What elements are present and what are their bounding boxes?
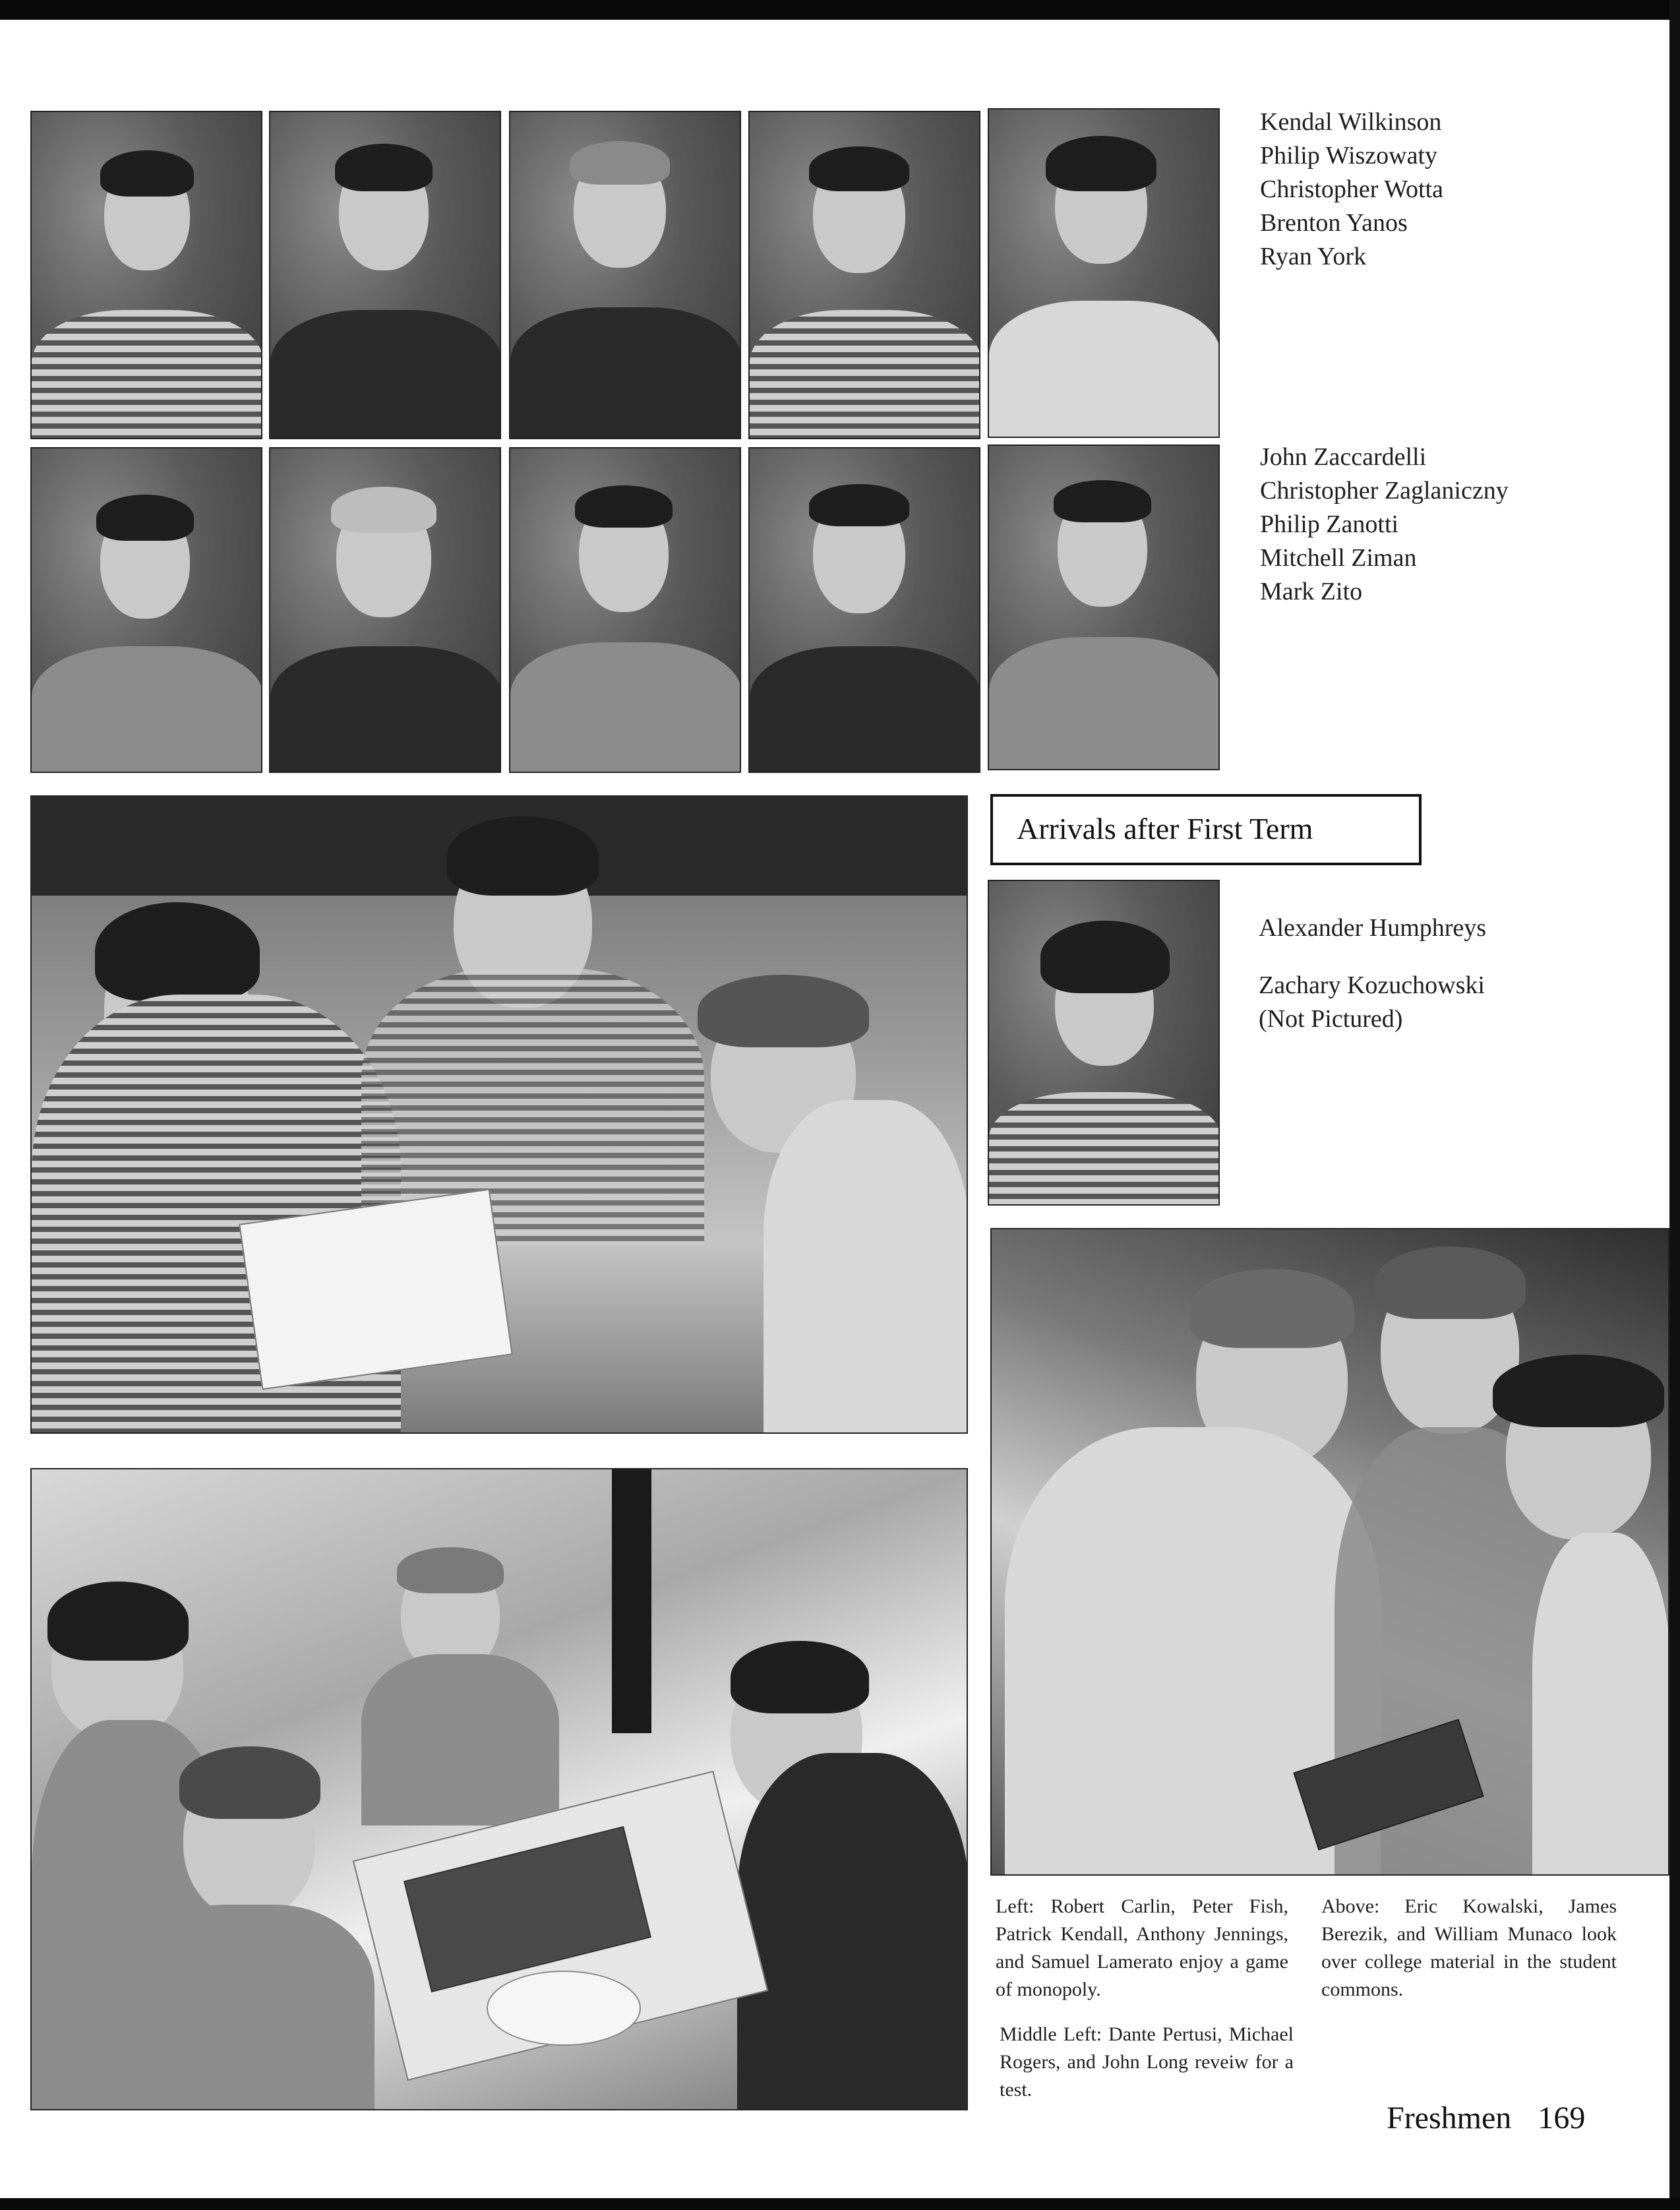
student-name: John Zaccardelli [1260, 443, 1427, 471]
portrait-row2-1 [30, 447, 262, 773]
student-name: Brenton Yanos [1260, 209, 1408, 237]
student-name: Mark Zito [1260, 578, 1363, 605]
student-name: Christopher Zaglaniczny [1260, 477, 1509, 505]
student-name: Ryan York [1260, 243, 1367, 270]
student-name: Mitchell Ziman [1260, 544, 1417, 572]
portrait-row2-3 [509, 447, 741, 773]
section-title: Freshmen [1387, 2101, 1512, 2135]
scan-right-edge [1669, 0, 1680, 2210]
caption-left: Left: Robert Carlin, Peter Fish, Patrick Kendall, Anthony Jennings, and Samuel Lamerato enjoy a game of monopoly. [996, 1895, 1288, 2000]
row2-names-list [1260, 441, 1509, 609]
student-name: Philip Zanotti [1260, 510, 1399, 538]
candid-photo-study-group [30, 795, 968, 1434]
candid-photo-monopoly [30, 1468, 968, 2110]
portrait-row2-2 [269, 447, 501, 773]
page-number: 169 [1538, 2101, 1586, 2135]
arrival-name: Zachary Kozuchowski [1259, 971, 1485, 999]
portrait-row1-3 [509, 111, 741, 439]
scan-top-edge [0, 0, 1680, 20]
portrait-row1-5 [988, 108, 1220, 438]
student-name: Christopher Wotta [1260, 175, 1444, 203]
portrait-row1-2 [269, 111, 501, 439]
candid-photo-college-material [990, 1228, 1669, 1876]
student-name: Philip Wiszowaty [1260, 142, 1438, 169]
caption-above: Above: Eric Kowalski, James Berezik, and William Munaco look over college material in the student commons. [1321, 1895, 1617, 2000]
arrivals-heading-box [990, 794, 1422, 865]
portrait-row1-4 [748, 111, 980, 439]
portrait-row1-1 [30, 111, 262, 439]
arrival-note: (Not Pictured) [1259, 1005, 1403, 1033]
row1-names-list [1260, 106, 1443, 274]
arrival-name: Alexander Humphreys [1259, 914, 1487, 942]
arrivals-heading: Arrivals after First Term [1017, 812, 1313, 845]
student-name: Kendal Wilkinson [1260, 108, 1442, 136]
scan-bottom-edge [0, 2198, 1680, 2210]
portrait-row2-4 [748, 447, 980, 773]
page-footer [1387, 2100, 1585, 2136]
arrivals-names [1259, 911, 1486, 1036]
portrait-arrival-humphreys [988, 880, 1220, 1206]
caption-middle-left: Middle Left: Dante Pertusi, Michael Rogers, and John Long reveiw for a test. [1000, 2023, 1294, 2101]
portrait-row2-5 [988, 445, 1220, 770]
